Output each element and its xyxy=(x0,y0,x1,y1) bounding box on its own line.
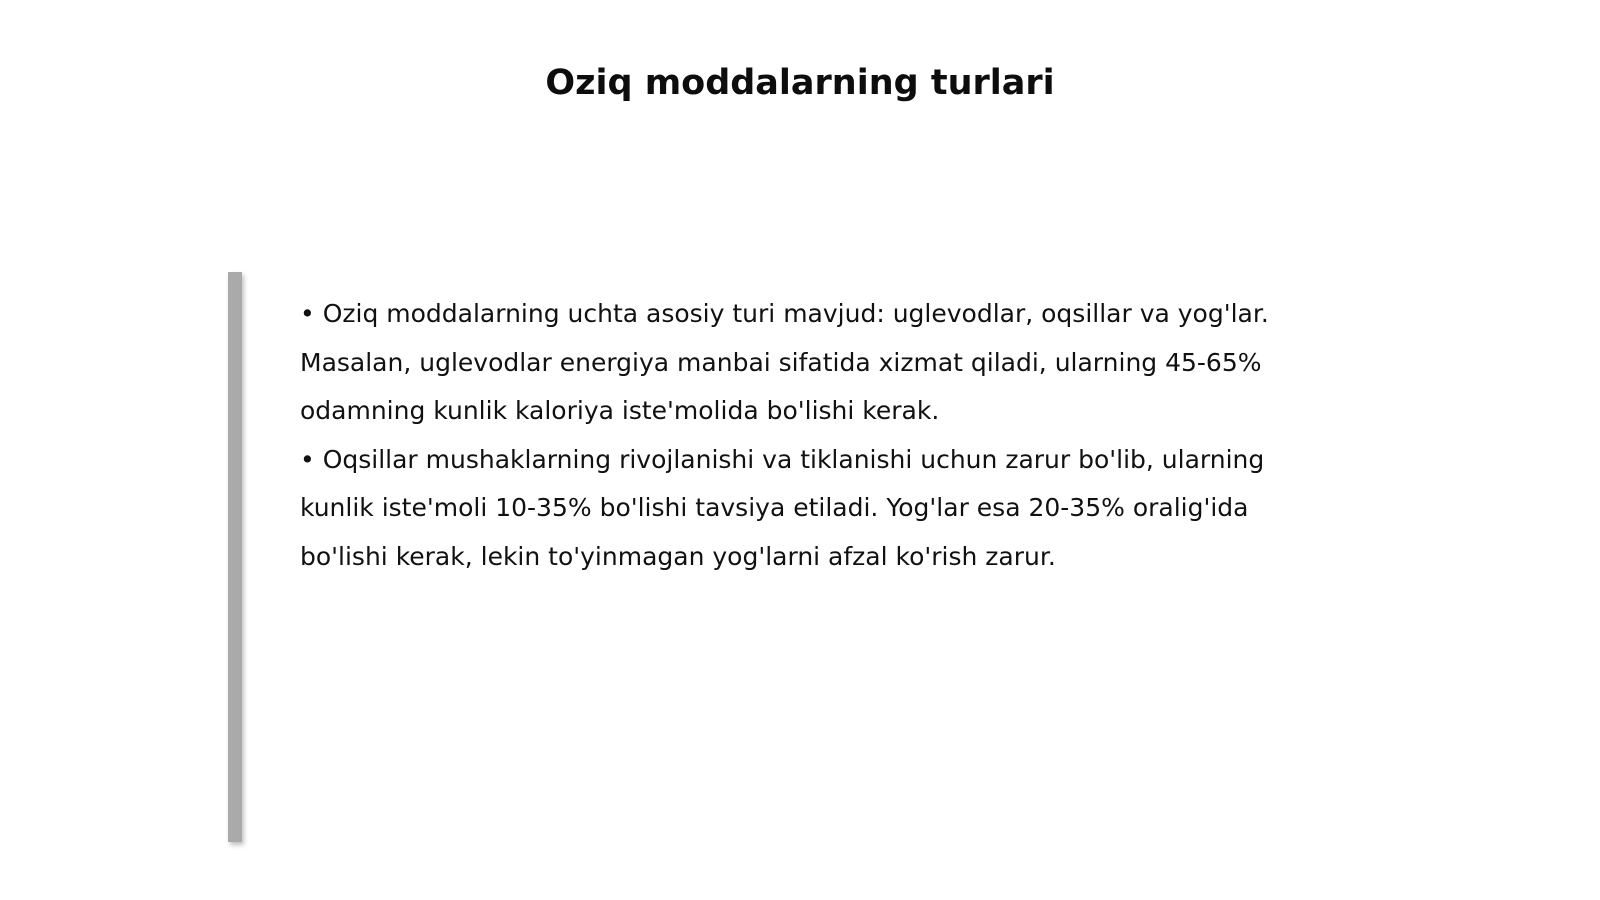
content-block xyxy=(300,290,1310,581)
bullet-paragraph-1: • Oziq moddalarning uchta asosiy turi mavjud: uglevodlar, oqsillar va yog'lar. Masalan, uglevodlar energiya manbai sifatida xizmat qiladi, ularning 45-65% odamning kunlik kaloriya iste'molida bo'lishi kerak. xyxy=(300,299,1269,425)
slide-title: Oziq moddalarning turlari xyxy=(545,63,1055,103)
accent-bar xyxy=(228,272,242,842)
bullet-paragraph-2: • Oqsillar mushaklarning rivojlanishi va tiklanishi uchun zarur bo'lib, ularning kunlik iste'moli 10-35% bo'lishi tavsiya etiladi. Yog'lar esa 20-35% oralig'ida bo'lishi kerak, lekin to'yinmagan yog'larni afzal ko'rish zarur. xyxy=(300,444,1265,571)
